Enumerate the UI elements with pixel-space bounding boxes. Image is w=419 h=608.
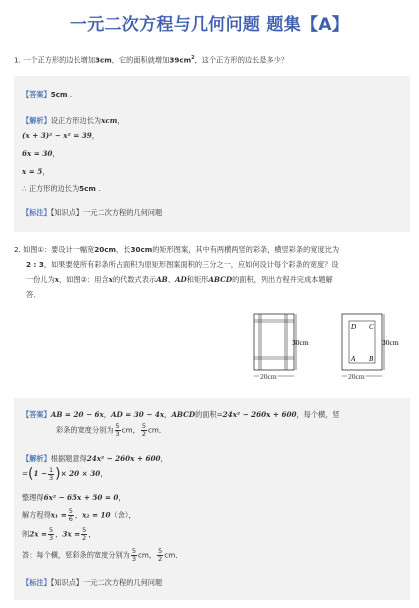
frac-denominator: 3 [49, 473, 54, 482]
frac-numerator: 5 [68, 507, 73, 515]
q2-a5-2x: 2x = [29, 529, 48, 539]
q2-answer-line-2 [56, 423, 166, 438]
q2-analysis-line-5 [22, 527, 96, 542]
frac-numerator: 5 [158, 547, 163, 555]
q2-analysis-line-3 [22, 493, 126, 503]
q2-width: 20cm [94, 245, 117, 254]
q2-abcd: ABCD [208, 275, 233, 284]
q1-conclusion-text: ∴ 正方形的边长为 [22, 184, 80, 193]
figure-1 [254, 314, 309, 381]
q2-a2-end: ， [100, 469, 108, 478]
q1-eq2: 6x = 30 [22, 149, 53, 158]
q2-analysis-line-2 [22, 466, 107, 482]
analysis-label: 【解析】 [22, 454, 51, 463]
q1-value-length: 3cm [95, 55, 112, 65]
question-2-text [14, 243, 407, 301]
q2-ans-area: 24x² − 260x + 600 [222, 410, 297, 419]
figure-2-label-a: A [351, 355, 356, 363]
q2-a6-unit-1: cm， [137, 550, 157, 560]
q1-conclusion [22, 184, 101, 194]
figure-2-height-label: 30cm [382, 338, 399, 347]
paren-open: ( [28, 466, 34, 482]
q2-a1-text: 根据题意得 [50, 454, 87, 463]
q2-a5-frac-2 [81, 527, 87, 542]
frac-numerator: 5 [115, 422, 120, 430]
q1-text-a: 1. 一个正方形的边长增加 [14, 55, 96, 65]
q2-a5-frac-1 [48, 527, 54, 542]
question-1-text [14, 52, 407, 66]
q1-tag-text: 【知识点】一元二次方程的几何问题 [50, 208, 163, 217]
q2-answer-line-1 [22, 410, 340, 420]
q2-ans-unit-2: cm． [147, 425, 167, 435]
q1-conclusion-end: . [98, 184, 101, 193]
page-title: 一元二次方程与几何问题 题集【A】 [69, 15, 350, 35]
figure-2-rect [342, 314, 382, 370]
q2-answer-box [14, 398, 410, 600]
q2-text-2b: ，如果要使所有彩条所占面积为原矩形图案面积的三分之一，应如何设计每个彩条的宽度？设 [43, 260, 339, 269]
q2-a2-expr: × 20 × 30 [60, 469, 101, 478]
paren-close: ) [55, 466, 61, 482]
q2-ab: AB [156, 275, 168, 284]
q2-ans-ad: AD = 30 − 4x [110, 410, 165, 419]
q2-ans-frac-2 [141, 423, 147, 438]
q2-ans-abcd: ABCD [171, 410, 196, 419]
frac-denominator: 2 [158, 555, 163, 563]
q2-figures [248, 310, 418, 388]
q2-ratio: 2 : 3 [26, 260, 44, 269]
figure-2 [342, 314, 399, 381]
q2-analysis-line-6 [22, 548, 182, 563]
q1-equation-1 [22, 131, 99, 141]
q2-text-3i: 和矩形 [186, 275, 209, 284]
frac-numerator: 5 [49, 526, 54, 534]
frac-denominator: 3 [49, 534, 54, 542]
q1-eq1-end: ， [91, 131, 99, 140]
q1-superscript: 2 [191, 55, 195, 61]
q2-a1-end: ， [160, 454, 168, 463]
q2-text-3e: 的代数式表示 [112, 275, 157, 284]
q2-ans-sep1: ， [103, 410, 111, 419]
q2-a6-unit-2: cm． [164, 550, 183, 560]
frac-denominator: 6 [68, 515, 73, 523]
q1-eq3-end: ， [42, 167, 50, 176]
q2-ans-sep2: ， [164, 410, 172, 419]
frac-numerator: 5 [82, 526, 87, 534]
q2-text-3a: 一份儿为 [26, 275, 55, 284]
frac-denominator: 3 [115, 430, 120, 438]
figure-2-label-c: C [369, 323, 374, 331]
q2-text-4: 答． [26, 290, 41, 299]
q2-ans-frac-1 [115, 423, 121, 438]
q2-a5-end: ， [88, 529, 96, 539]
q2-text-1a: 2. 如图①：要设计一幅宽 [14, 245, 95, 254]
q1-analysis-end: ， [117, 116, 125, 125]
figure-1-height-label: 30cm [292, 338, 309, 347]
answer-label: 【答案】 [22, 410, 51, 419]
q2-a3-text: 整理得 [22, 493, 44, 502]
frac-denominator: 2 [82, 534, 87, 542]
q1-answer-value: 5cm [50, 90, 68, 99]
q1-conclusion-value: 5cm [79, 184, 96, 193]
q1-eq3: x = 5 [22, 167, 43, 176]
figure-2-label-d: D [351, 323, 357, 331]
answer-label: 【答案】 [22, 90, 51, 99]
frac-numerator: 5 [131, 547, 136, 555]
q2-a4-x1: x₁ = [50, 510, 67, 520]
q2-tag-line [22, 578, 162, 588]
q1-eq2-end: ， [52, 149, 60, 158]
q2-analysis-line-1 [22, 454, 168, 464]
q2-text-3k: 的面积，列出方程并完成本题解 [232, 275, 333, 284]
q1-answer-end: . [69, 90, 73, 99]
figure-2-label-b: B [369, 355, 374, 363]
q1-answer-line [22, 90, 72, 100]
q2-a5-3x: 3x = [62, 529, 81, 539]
q2-ans-unit-1: cm， [121, 425, 140, 435]
q2-a4-sep: ， [74, 510, 83, 520]
q2-a2-eq: = [22, 469, 29, 478]
q1-equation-3 [22, 167, 50, 177]
q2-a3-end: ， [118, 493, 126, 502]
q2-a2-one: 1 − [33, 469, 48, 478]
frac-numerator: 1 [49, 465, 54, 474]
q2-a5-sep: ， [55, 529, 63, 539]
q2-var-x: x [54, 275, 60, 284]
q1-analysis-line-1 [22, 116, 125, 126]
q1-analysis-text: 设正方形边长为 [50, 116, 102, 125]
q2-a4-frac [68, 508, 74, 523]
q2-ans-text: ，每个横，竖 [296, 410, 340, 419]
frac-denominator: 3 [131, 555, 136, 563]
q2-ad: AD [174, 275, 187, 284]
frac-denominator: 2 [141, 430, 146, 438]
q2-ans-ab: AB = 20 − 6x [50, 410, 104, 419]
q2-ans-widths-text: 彩条的宽度分别为 [56, 425, 114, 435]
q2-text-1e: 的矩形图案，其中有两横两竖的彩条，横竖彩条的宽度比为 [152, 245, 340, 254]
q1-text-c: ，这个正方形的边长是多少？ [194, 55, 289, 65]
q1-answer-box [14, 76, 410, 232]
tag-label: 【标注】 [22, 578, 51, 587]
q2-a1-expr: 24x² − 260x + 600 [86, 454, 161, 463]
q2-tag-text: 【知识点】一元二次方程的几何问题 [50, 578, 163, 587]
q2-sep1: 、 [167, 275, 175, 284]
q1-value-area: 39cm [169, 55, 192, 65]
tag-label: 【标注】 [22, 208, 51, 217]
q2-a6-frac-2 [157, 548, 163, 563]
frac-numerator: 5 [141, 422, 146, 430]
q2-ans-area-text: 的面积= [195, 410, 223, 419]
q2-a6-frac-1 [131, 548, 137, 563]
figure-1-width-label: 20cm [260, 372, 277, 381]
q1-equation-2 [22, 149, 60, 159]
q2-a4-x2: x₂ = 10 [82, 510, 111, 520]
q2-length: 30cm [130, 245, 153, 254]
q2-a3-expr: 6x² − 65x + 50 = 0 [43, 493, 119, 502]
q2-text-1c: ，长 [116, 245, 131, 254]
q2-text-3c: ，如图②：用含 [59, 275, 109, 284]
q1-analysis-var: xcm [101, 116, 118, 125]
q2-a4-text: 解方程得 [22, 510, 51, 520]
analysis-label: 【解析】 [22, 116, 51, 125]
q1-eq1: (x + 3)² − x² = 39 [22, 131, 92, 140]
q2-a4-rejected: （舍）， [110, 510, 136, 520]
q2-a5-text: 则 [22, 529, 30, 539]
figure-1-rect [254, 314, 294, 370]
q2-a2-frac [48, 467, 54, 482]
q2-var-x2: x [108, 275, 113, 284]
q1-tag-line [22, 208, 162, 218]
q2-a6-text: 答：每个横，竖彩条的宽度分别为 [22, 550, 130, 560]
q1-text-b: ，它的面积就增加 [111, 55, 170, 65]
q2-analysis-line-4 [22, 508, 136, 523]
figure-2-width-label: 20cm [348, 372, 365, 381]
